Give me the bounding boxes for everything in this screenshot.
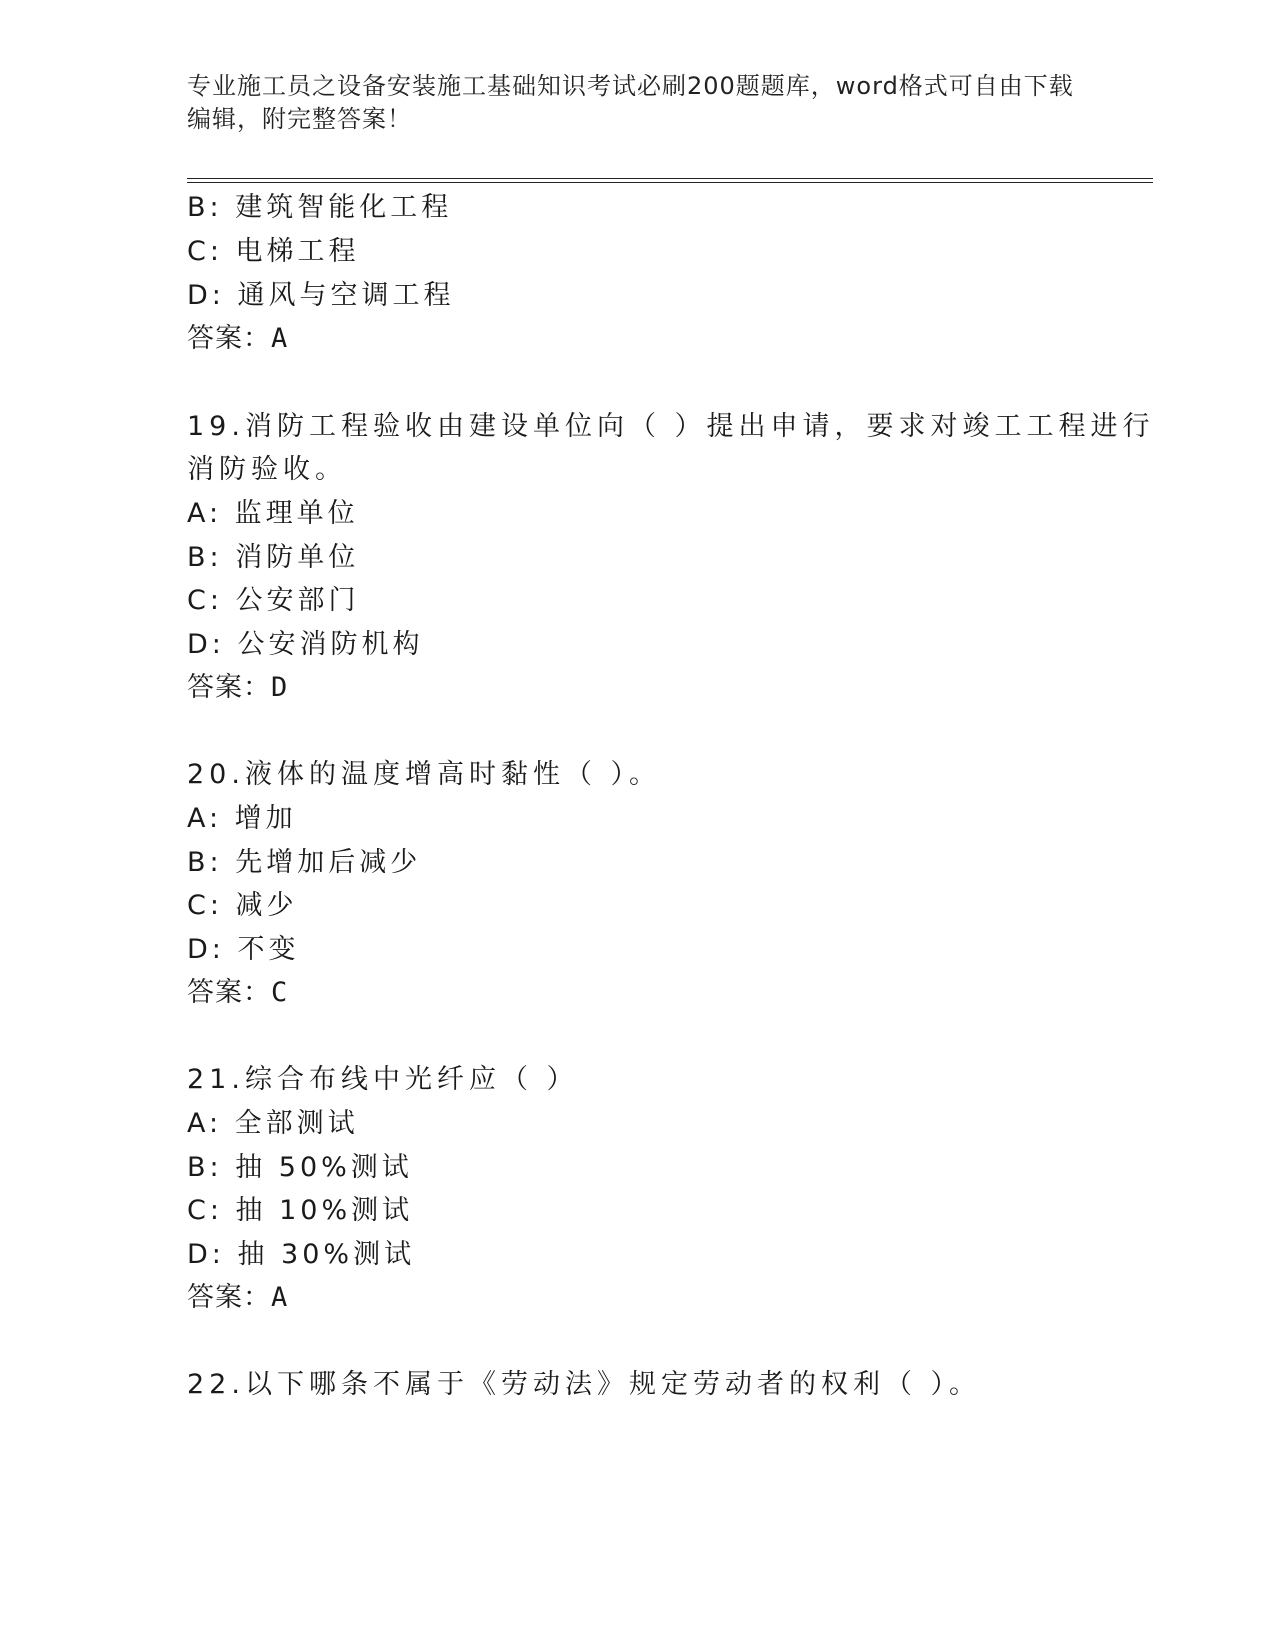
- q18-answer: 答案：A: [187, 323, 289, 354]
- header-line-2: 编辑，附完整答案！: [187, 105, 412, 133]
- q19-question-line-2: 消防验收。: [187, 454, 347, 485]
- q21-option-c: C: 抽 10%测试: [187, 1195, 414, 1226]
- document-header: [187, 70, 1087, 136]
- header-divider-top: [187, 178, 1153, 179]
- q18-option-d: D: 通风与空调工程: [187, 280, 455, 311]
- header-divider-bottom: [187, 182, 1153, 183]
- q21-question: 21.综合布线中光纤应（ ）: [187, 1064, 579, 1095]
- q21-option-d: D: 抽 30%测试: [187, 1239, 416, 1270]
- q18-option-c: C: 电梯工程: [187, 236, 360, 267]
- q19-option-b: B: 消防单位: [187, 542, 360, 573]
- q20-option-d: D: 不变: [187, 934, 300, 965]
- q22-question: 22.以下哪条不属于《劳动法》规定劳动者的权利（ ）。: [187, 1369, 982, 1400]
- q20-option-c: C: 减少: [187, 890, 298, 921]
- q21-answer: 答案：A: [187, 1282, 289, 1313]
- q19-option-d: D: 公安消防机构: [187, 629, 424, 660]
- q19-option-a: A: 监理单位: [187, 498, 359, 529]
- q19-answer: 答案：D: [187, 672, 289, 703]
- q21-option-b: B: 抽 50%测试: [187, 1152, 413, 1183]
- q20-answer: 答案：C: [187, 977, 289, 1008]
- header-line-1: 专业施工员之设备安装施工基础知识考试必刷200题题库，word格式可自由下载: [187, 72, 1074, 100]
- q19-option-c: C: 公安部门: [187, 585, 360, 616]
- q20-option-a: A: 增加: [187, 803, 297, 834]
- q19-question-line-1: 19.消防工程验收由建设单位向（ ）提出申请，要求对竣工工程进行: [187, 411, 1155, 442]
- q20-option-b: B: 先增加后减少: [187, 847, 422, 878]
- q20-question: 20.液体的温度增高时黏性（ ）。: [187, 759, 662, 790]
- q18-option-b: B: 建筑智能化工程: [187, 192, 453, 223]
- q21-option-a: A: 全部测试: [187, 1108, 359, 1139]
